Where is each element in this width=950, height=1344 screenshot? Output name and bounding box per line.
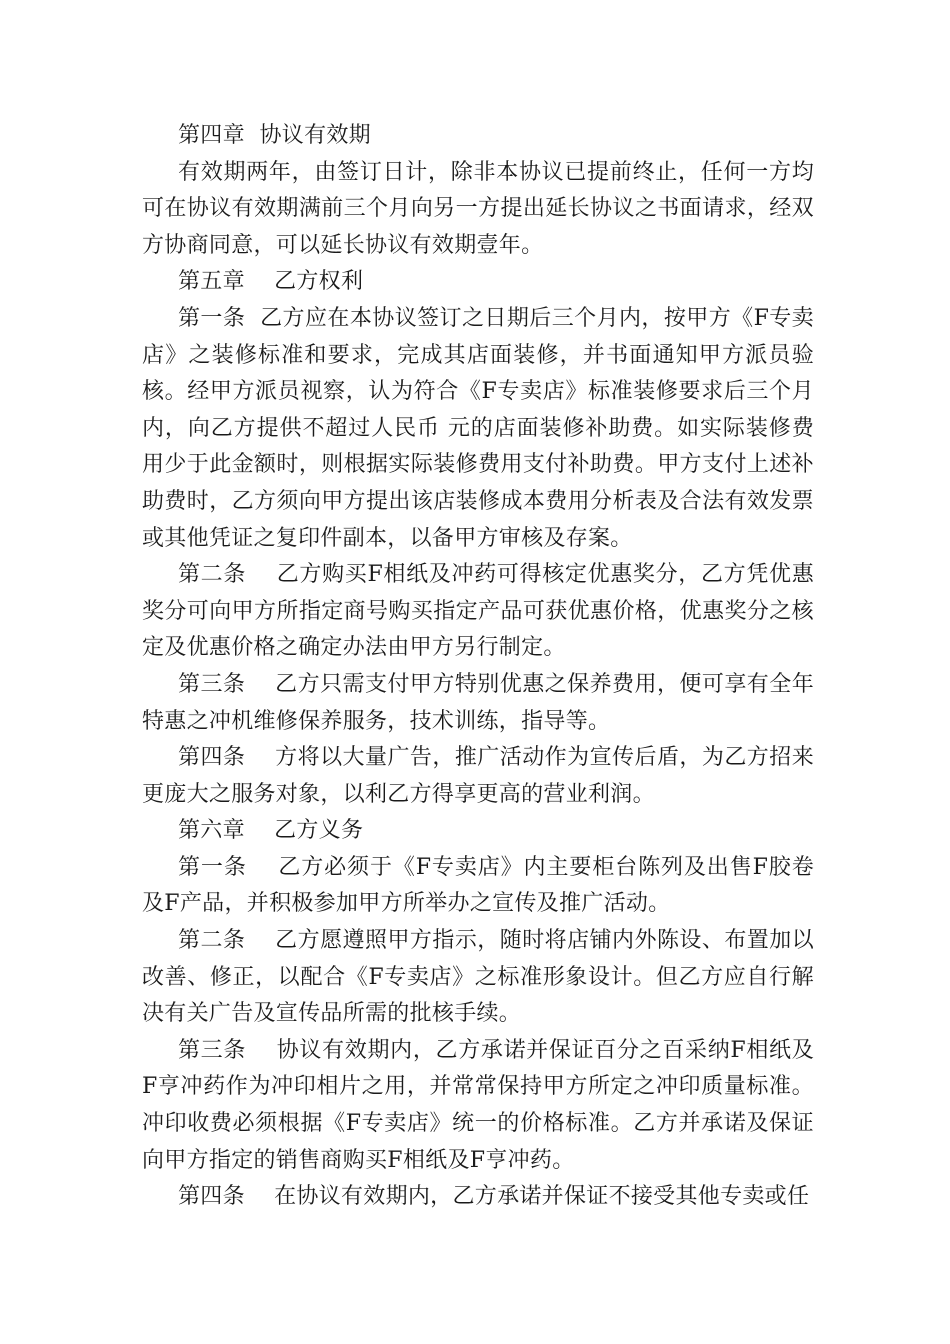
article-paragraph: 第四条 方将以大量广告，推广活动作为宣传后盾，为乙方招来更庞大之服务对象，以利乙方得享更高的营业利润。	[142, 745, 814, 807]
article-paragraph: 第三条 协议有效期内，乙方承诺并保证百分之百采纳F相纸及F亨冲药作为冲印相片之用，并常常保持甲方所定之冲印质量标准。冲印收费必须根据《F专卖店》统一的价格标准。乙方并承诺及保证向甲方指定的销售商购买F相纸及F亨冲药。	[142, 1037, 814, 1173]
paragraph: 有效期两年，由签订日计，除非本协议已提前终止，任何一方均可在协议有效期满前三个月向另一方提出延长协议之书面请求，经双方协商同意，可以延长协议有效期壹年。	[142, 159, 814, 258]
chapter-heading: 第四章 协议有效期	[178, 123, 371, 148]
article-paragraph: 第二条 乙方愿遵照甲方指示，随时将店铺内外陈设、布置加以改善、修正，以配合《F专卖店》之标准形象设计。但乙方应自行解决有关广告及宣传品所需的批核手续。	[142, 928, 814, 1027]
chapter-heading: 第六章 乙方义务	[178, 818, 364, 844]
article-paragraph: 第一条 乙方必须于《F专卖店》内主要柜台陈列及出售F胶卷及F产品，并积极参加甲方所举办之宣传及推广活动。	[142, 854, 814, 917]
article-paragraph: 第一条 乙方应在本协议签订之日期后三个月内，按甲方《F专卖店》之装修标准和要求，完成其店面装修，并书面通知甲方派员验核。经甲方派员视察，认为符合《F专卖店》标准装修要求后三个月内，向乙方提供不超过人民币 元的店面装修补助费。如实际装修费用少于此金额时，则根据实际装修费用支付补助费。甲方支付上述补助费时，乙方须向甲方提出该店装修成本费用分析表及合法有效发票或其他凭证之复印件副本，以备甲方审核及存案。	[142, 305, 814, 551]
chapter-heading: 第五章 乙方权利	[178, 269, 364, 295]
article-paragraph: 第二条 乙方购买F相纸及冲药可得核定优惠奖分，乙方凭优惠奖分可向甲方所指定商号购买指定产品可获优惠价格，优惠奖分之核定及优惠价格之确定办法由甲方另行制定。	[142, 562, 814, 661]
document-body	[142, 118, 814, 1216]
article-paragraph: 第四条 在协议有效期内，乙方承诺并保证不接受其他专卖或任	[178, 1184, 810, 1210]
article-paragraph: 第三条 乙方只需支付甲方特别优惠之保养费用，便可享有全年特惠之冲机维修保养服务，技术训练，指导等。	[142, 671, 814, 734]
